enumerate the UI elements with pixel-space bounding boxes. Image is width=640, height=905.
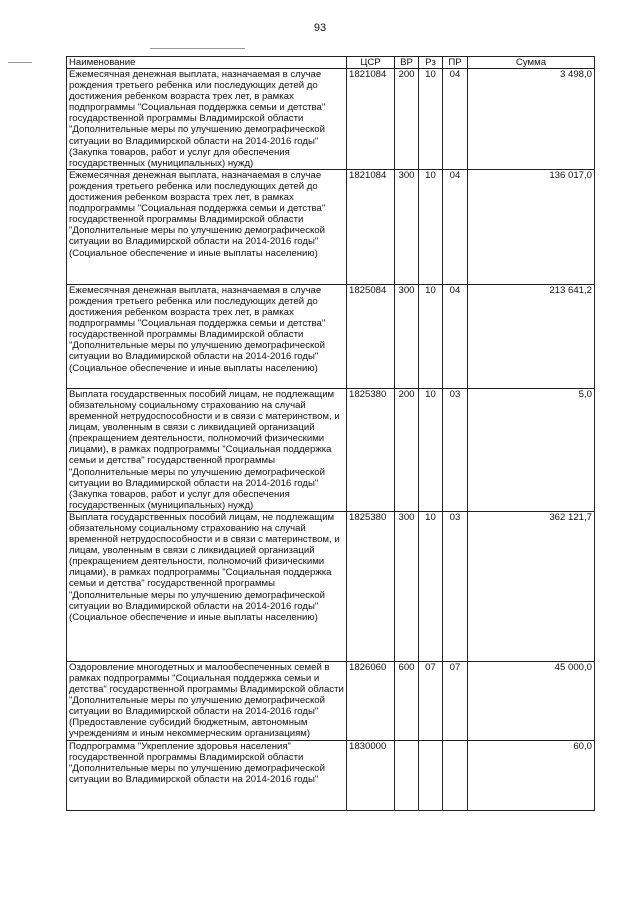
row-rz bbox=[419, 740, 443, 810]
row-csr: 1825380 bbox=[347, 511, 395, 661]
row-pr: 03 bbox=[443, 388, 468, 511]
row-csr: 1825084 bbox=[347, 284, 395, 388]
row-sum: 136 017,0 bbox=[468, 169, 595, 284]
table-row bbox=[67, 740, 595, 810]
row-sum: 60,0 bbox=[468, 740, 595, 810]
table-row bbox=[67, 661, 595, 740]
row-rz: 10 bbox=[419, 284, 443, 388]
budget-table bbox=[66, 56, 595, 811]
row-csr: 1826060 bbox=[347, 661, 395, 740]
row-rz: 10 bbox=[419, 169, 443, 284]
row-sum: 3 498,0 bbox=[468, 69, 595, 170]
header-csr: ЦСР bbox=[347, 57, 395, 69]
header-vr: ВР bbox=[395, 57, 419, 69]
table-row bbox=[67, 169, 595, 284]
row-vr: 300 bbox=[395, 284, 419, 388]
row-pr: 04 bbox=[443, 284, 468, 388]
header-name: Наименование bbox=[67, 57, 347, 69]
header-rz: Рз bbox=[419, 57, 443, 69]
row-name: Выплата государственных пособий лицам, не подлежащим обязательному социальному страхованию на случай временной нетрудоспособности и в связи с материнством, и лицам, уволенным в связи с ликвидацией организаций (прекращением деятельности, полномочий физическими лицами), в рамках подпрограммы "Социальная поддержка семьи и детства" государственной программы "Дополнительные меры по улучшению демографической ситуации во Владимирской области на 2014-2016 годы" (Социальное обеспечение и иные выплаты населению) bbox=[67, 511, 347, 661]
row-name: Выплата государственных пособий лицам, не подлежащим обязательному социальному страхованию на случай временной нетрудоспособности и в связи с материнством, и лицам, уволенным в связи с ликвидацией организаций (прекращением деятельности, полномочий физическими лицами), в рамках подпрограммы "Социальная поддержка семьи и детства" государственной программы "Дополнительные меры по улучшению демографической ситуации во Владимирской области на 2014-2016 годы" (Закупка товаров, работ и услуг для обеспечения государственных (муниципальных) нужд) bbox=[67, 388, 347, 511]
row-csr: 1830000 bbox=[347, 740, 395, 810]
scan-mark bbox=[150, 48, 245, 49]
row-sum: 45 000,0 bbox=[468, 661, 595, 740]
row-pr: 04 bbox=[443, 169, 468, 284]
row-csr: 1821084 bbox=[347, 69, 395, 170]
row-vr: 300 bbox=[395, 169, 419, 284]
row-rz: 10 bbox=[419, 511, 443, 661]
row-rz: 10 bbox=[419, 69, 443, 170]
row-name: Оздоровление многодетных и малообеспеченных семей в рамках подпрограммы "Социальная поддержка семьи и детства" государственной программы Владимирской области "Дополнительные меры по улучшению демографической ситуации во Владимирской области на 2014-2016 годы" (Предоставление субсидий бюджетным, автономным учреждениям и иным некоммерческим организациям) bbox=[67, 661, 347, 740]
row-name: Ежемесячная денежная выплата, назначаемая в случае рождения третьего ребенка или последующих детей до достижения ребенком возраста трех лет, в рамках подпрограммы "Социальная поддержка семьи и детства" государственной программы Владимирской области "Дополнительные меры по улучшению демографической ситуации во Владимирской области на 2014-2016 годы" (Социальное обеспечение и иные выплаты населению) bbox=[67, 284, 347, 388]
row-vr: 300 bbox=[395, 511, 419, 661]
table-row bbox=[67, 284, 595, 388]
table-row bbox=[67, 388, 595, 511]
row-pr: 07 bbox=[443, 661, 468, 740]
row-name: Ежемесячная денежная выплата, назначаемая в случае рождения третьего ребенка или последующих детей до достижения ребенком возраста трех лет, в рамках подпрограммы "Социальная поддержка семьи и детства" государственной программы Владимирской области "Дополнительные меры по улучшению демографической ситуации во Владимирской области на 2014-2016 годы" (Закупка товаров, работ и услуг для обеспечения государственных (муниципальных) нужд) bbox=[67, 69, 347, 170]
header-sum: Сумма bbox=[468, 57, 595, 69]
row-name: Подпрограмма "Укрепление здоровья населения" государственной программы Владимирской области "Дополнительные меры по улучшению демографической ситуации во Владимирской области на 2014-2016 годы" bbox=[67, 740, 347, 810]
row-csr: 1821084 bbox=[347, 169, 395, 284]
row-vr: 600 bbox=[395, 661, 419, 740]
row-rz: 10 bbox=[419, 388, 443, 511]
table-row bbox=[67, 69, 595, 170]
row-vr bbox=[395, 740, 419, 810]
scan-mark bbox=[8, 62, 32, 63]
row-rz: 07 bbox=[419, 661, 443, 740]
table-row bbox=[67, 511, 595, 661]
header-pr: ПР bbox=[443, 57, 468, 69]
row-csr: 1825380 bbox=[347, 388, 395, 511]
row-pr: 03 bbox=[443, 511, 468, 661]
row-sum: 362 121,7 bbox=[468, 511, 595, 661]
table-header-row bbox=[67, 57, 595, 69]
row-vr: 200 bbox=[395, 388, 419, 511]
row-pr: 04 bbox=[443, 69, 468, 170]
page-number: 93 bbox=[313, 22, 327, 34]
row-pr bbox=[443, 740, 468, 810]
row-vr: 200 bbox=[395, 69, 419, 170]
row-name: Ежемесячная денежная выплата, назначаемая в случае рождения третьего ребенка или последующих детей до достижения ребенком возраста трех лет, в рамках подпрограммы "Социальная поддержка семьи и детства" государственной программы Владимирской области "Дополнительные меры по улучшению демографической ситуации во Владимирской области на 2014-2016 годы" (Социальное обеспечение и иные выплаты населению) bbox=[67, 169, 347, 284]
row-sum: 5,0 bbox=[468, 388, 595, 511]
row-sum: 213 641,2 bbox=[468, 284, 595, 388]
